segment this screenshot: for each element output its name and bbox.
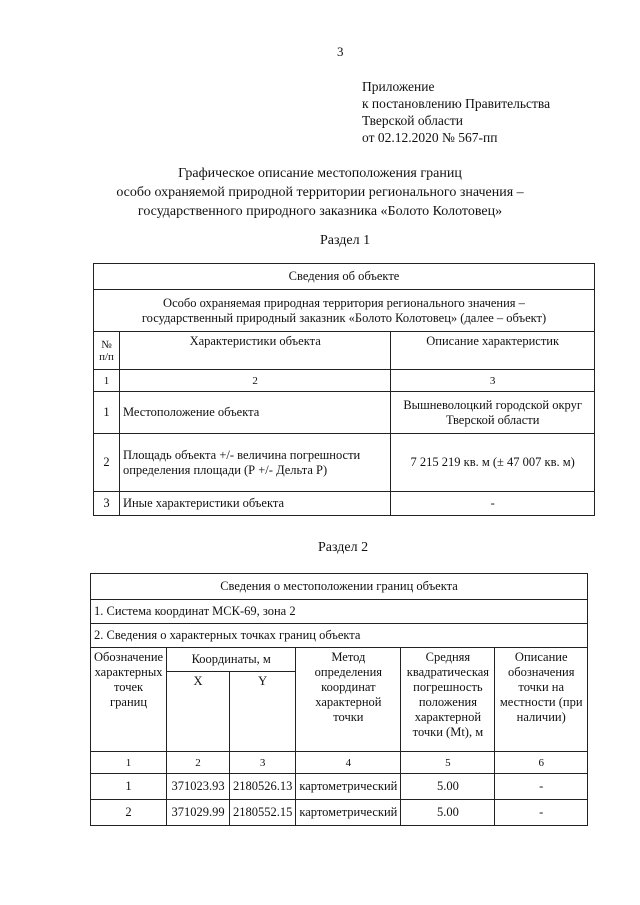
row-name: Местоположение объекта (119, 392, 390, 434)
page-number: 3 (337, 44, 344, 59)
point-y: 2180552.15 (229, 800, 295, 826)
row-name: Иные характеристики объекта (119, 492, 390, 516)
object-name-cell (94, 290, 595, 332)
document-title (100, 164, 540, 221)
header-y: Y (229, 672, 295, 752)
row-name: Площадь объекта +/- величина погрешности определения площади (Р +/- Дельта Р) (119, 434, 390, 492)
title-line: особо охраняемой природной территории регионального значения – (116, 185, 524, 200)
header-error: Средняя квадратическая погрешность положения характерной точки (Mt), м (401, 648, 495, 752)
index-cell: 2 (167, 752, 230, 774)
points-info-line: 2. Сведения о характерных точках границ объекта (91, 624, 588, 648)
point-x: 371029.99 (167, 800, 230, 826)
object-info-table (93, 263, 595, 516)
index-cell: 1 (91, 752, 167, 774)
coordinate-system-line: 1. Система координат МСК-69, зона 2 (91, 600, 588, 624)
header-desc: Описание обозначения точки на местности (при наличии) (495, 648, 588, 752)
row-num: 1 (94, 392, 120, 434)
point-desc: - (495, 800, 588, 826)
row-value: - (391, 492, 595, 516)
header-characteristics: Характеристики объекта (119, 332, 390, 370)
title-line: Графическое описание местоположения границ (178, 166, 462, 181)
section2-heading: Раздел 2 (318, 540, 369, 555)
index-cell: 5 (401, 752, 495, 774)
point-y: 2180526.13 (229, 774, 295, 800)
header-num: № п/п (94, 332, 120, 370)
row-value: Вышневолоцкий городской округ Тверской области (391, 392, 595, 434)
index-cell: 1 (94, 370, 120, 392)
point-method: картометрический (296, 774, 401, 800)
appendix-line: Тверской области (362, 113, 463, 128)
table-title: Сведения о местоположении границ объекта (91, 574, 588, 600)
title-line: государственного природного заказника «Болото Колотовец» (137, 204, 503, 219)
row-value: 7 215 219 кв. м (± 47 007 кв. м) (391, 434, 595, 492)
appendix-block (362, 78, 550, 146)
table-row (94, 434, 595, 492)
table-row (94, 392, 595, 434)
index-cell: 6 (495, 752, 588, 774)
appendix-line: от 02.12.2020 № 567-пп (362, 130, 498, 145)
point-error: 5.00 (401, 774, 495, 800)
index-cell: 2 (119, 370, 390, 392)
appendix-line: к постановлению Правительства (362, 96, 551, 111)
row-num: 2 (94, 434, 120, 492)
point-x: 371023.93 (167, 774, 230, 800)
header-x: X (167, 672, 230, 752)
point-id: 1 (91, 774, 167, 800)
index-cell: 4 (296, 752, 401, 774)
point-error: 5.00 (401, 800, 495, 826)
table-title: Сведения об объекте (94, 264, 595, 290)
table-row (94, 492, 595, 516)
appendix-line: Приложение (362, 79, 435, 94)
object-name-line: государственный природный заказник «Болото Колотовец» (далее – объект) (141, 310, 547, 325)
header-point: Обозначение характерных точек границ (91, 648, 167, 752)
row-num: 3 (94, 492, 120, 516)
boundary-points-table (90, 573, 588, 826)
header-coords: Координаты, м (167, 648, 296, 672)
index-cell: 3 (391, 370, 595, 392)
point-method: картометрический (296, 800, 401, 826)
point-id: 2 (91, 800, 167, 826)
point-desc: - (495, 774, 588, 800)
header-method: Метод определения координат характерной точки (296, 648, 401, 752)
table-row (91, 800, 588, 826)
object-name-line: Особо охраняемая природная территория регионального значения – (163, 295, 525, 310)
header-description: Описание характеристик (391, 332, 595, 370)
section1-heading: Раздел 1 (320, 233, 371, 248)
table-row (91, 774, 588, 800)
index-cell: 3 (229, 752, 295, 774)
